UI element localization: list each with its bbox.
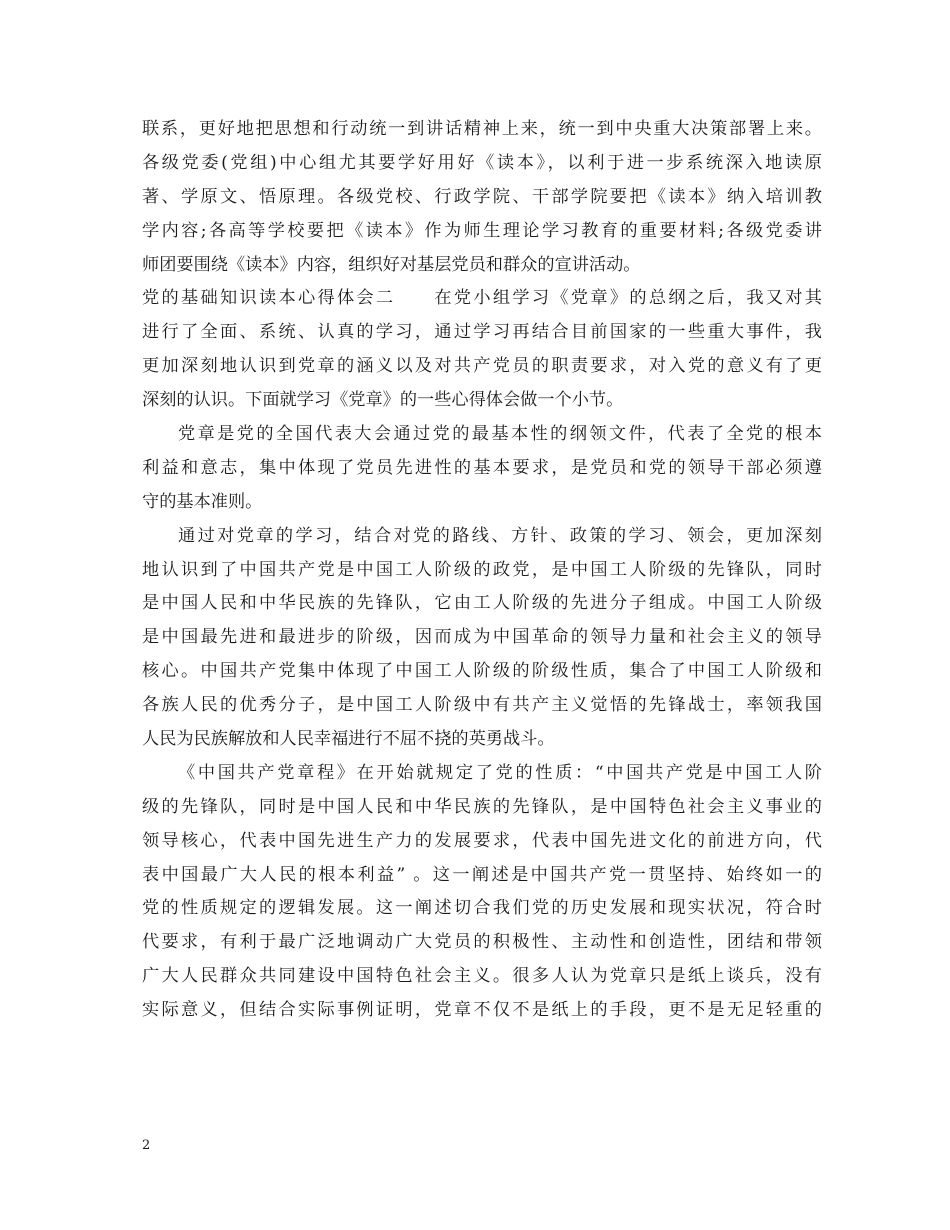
text-line: 著、学原文、悟原理。各级党校、行政学院、干部学院要把《读本》纳入培训教 [142, 186, 822, 207]
text-line: 师团要围绕《读本》内容，组织好对基层党员和群众的宣讲活动。 [142, 254, 641, 275]
text-line: 广大人民群众共同建设中国特色社会主义。很多人认为党章只是纸上谈兵，没有 [142, 966, 822, 987]
text-line: 党的性质规定的逻辑发展。这一阐述切合我们党的历史发展和现实状况，符合时 [142, 898, 822, 919]
text-line: 《中国共产党章程》在开始就规定了党的性质：“中国共产党是中国工人阶 [178, 762, 822, 783]
text-line: 各级党委(党组)中心组尤其要学好用好《读本》，以利于进一步系统深入地读原 [142, 152, 822, 173]
text-line: 实际意义，但结合实际事例证明，党章不仅不是纸上的手段，更不是无足轻重的 [142, 1000, 822, 1021]
text-line: 人民为民族解放和人民幸福进行不屈不挠的英勇战斗。 [142, 729, 555, 750]
text-line: 利益和意志，集中体现了党员先进性的基本要求，是党员和党的领导干部必须遵 [142, 457, 822, 478]
text-line: 党章是党的全国代表大会通过党的最基本性的纲领文件，代表了全党的根本 [178, 424, 822, 445]
text-line: 学内容;各高等学校要把《读本》作为师生理论学习教育的重要材料;各级党委讲 [142, 220, 822, 241]
text-line: 表中国最广大人民的根本利益” 。这一阐述是中国共产党一贯坚持、始终如一的 [142, 864, 822, 885]
text-line: 通过对党章的学习，结合对党的路线、方针、政策的学习、领会，更加深刻 [178, 525, 822, 546]
document-body [142, 113, 822, 1028]
text-line: 地认识到了中国共产党是中国工人阶级的政党，是中国工人阶级的先锋队，同时 [142, 559, 822, 580]
text-line: 各族人民的优秀分子，是中国工人阶级中有共产主义觉悟的先锋战士，率领我国 [142, 695, 822, 716]
text-line: 更加深刻地认识到党章的涵义以及对共产党员的职责要求，对入党的意义有了更 [142, 356, 822, 377]
text-line: 是中国人民和中华民族的先锋队，它由工人阶级的先进分子组成。中国工人阶级 [142, 593, 822, 614]
text-line: 级的先锋队，同时是中国人民和中华民族的先锋队，是中国特色社会主义事业的 [142, 796, 822, 817]
page-number: 2 [142, 1138, 151, 1153]
text-line: 联系，更好地把思想和行动统一到讲话精神上来，统一到中央重大决策部署上来。 [142, 119, 822, 139]
text-line: 进行了全面、系统、认真的学习，通过学习再结合目前国家的一些重大事件，我 [142, 322, 822, 343]
text-line: 领导核心，代表中国先进生产力的发展要求，代表中国先进文化的前进方向，代 [142, 830, 822, 851]
text-line: 深刻的认识。下面就学习《党章》的一些心得体会做一个小节。 [142, 390, 624, 411]
text-line: 守的基本准则。 [142, 491, 263, 512]
text-line: 党的基础知识读本心得体会二 在党小组学习《党章》的总纲之后，我又对其 [142, 288, 822, 309]
text-line: 核心。中国共产党集中体现了中国工人阶级的阶级性质，集合了中国工人阶级和 [142, 661, 822, 682]
text-line: 代要求，有利于最广泛地调动广大党员的积极性、主动性和创造性，团结和带领 [142, 932, 822, 953]
text-line: 是中国最先进和最进步的阶级，因而成为中国革命的领导力量和社会主义的领导 [142, 627, 822, 648]
